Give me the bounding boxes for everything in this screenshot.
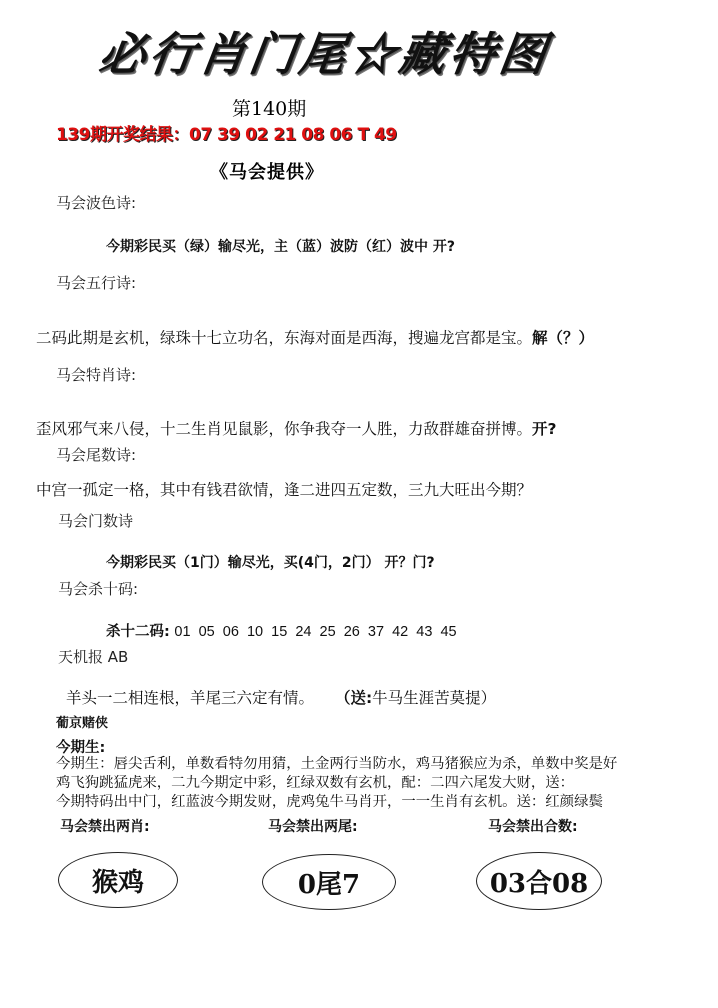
tianji-body: 羊头一二相连根，羊尾三六定有情。 [66,689,315,707]
ban-sum-value: 03合08 [489,868,589,899]
kill-numbers-list: 01 05 06 10 15 24 25 26 37 42 43 45 [174,624,457,640]
ban-tail-label: 马会禁出两尾: [268,819,358,835]
ban-zodiac-label: 马会禁出两肖: [60,819,150,835]
tail-poem-text: 中宫一孤定一格，其中有钱君欲情，逢二进四五定数，三九大旺出今期？ [36,481,533,499]
kill-ten-label: 马会杀十码: [58,580,139,598]
door-poem-text: 今期彩民买（1门）输尽光，买(4门，2门） 开？门? [106,555,435,571]
zodiac-poem-body: 歪风邪气来八侵，十二生肖见鼠影，你争我夺一人胜，力敌群雄奋拼博。 [36,420,533,438]
ban-zodiac-oval [58,852,178,908]
tianji-text [66,686,496,708]
five-elements-label: 马会五行诗: [56,274,137,292]
wave-poem-text: 今期彩民买（绿）输尽光，主（蓝）波防（红）波中 开? [106,239,455,255]
tianji-send-label: （送: [334,689,373,707]
tianji-label: 天机报 AB [58,648,129,666]
kill-numbers-line [106,620,457,641]
today-line-3: 今期特码出中门，红蓝波今期发财，虎鸡兔牛马肖开，一一生肖有玄机。送：红颜绿鬓 [56,794,603,810]
today-label: 今期生: [56,740,106,756]
tianji-send-text: 牛马生涯苦莫提） [372,689,497,707]
wave-poem-label: 马会波色诗: [56,194,137,212]
issue-number: 第140期 [232,98,307,120]
ban-zodiac-value: 猴鸡 [91,867,144,898]
gamble-label: 葡京赌侠 [56,716,109,731]
provider-label: 《马会提供》 [210,162,324,183]
kill-numbers-prefix: 杀十二码: [106,624,170,640]
five-elements-suffix: 解（？） [532,329,595,347]
zodiac-poem-suffix: 开? [532,420,557,438]
door-poem-label: 马会门数诗 [58,512,134,530]
today-line-2: 鸡飞狗跳猛虎来，二九今期定中彩，红绿双数有玄机，配：二四六尾发大财，送： [56,775,575,791]
ban-tail-oval [262,854,396,910]
ban-tail-value: 0尾7 [297,869,361,900]
page-title: 必行肖门尾☆藏特图 [95,27,554,81]
tail-poem-label: 马会尾数诗: [56,446,137,464]
five-elements-text [36,326,594,348]
ban-sum-label: 马会禁出合数: [488,819,578,835]
five-elements-body: 二码此期是玄机，绿珠十七立功名，东海对面是西海，搜遍龙宫都是宝。 [36,329,533,347]
zodiac-poem-label: 马会特肖诗: [56,366,137,384]
today-line-1: 今期生：唇尖舌利，单数看特勿用猜，土金两行当防水，鸡马猪猴应为杀，单数中奖是好 [56,756,618,772]
zodiac-poem-text [36,417,557,439]
last-draw-result: 139期开奖结果：07 39 02 21 08 06 T 49 [56,125,397,145]
ban-sum-oval [476,852,602,910]
